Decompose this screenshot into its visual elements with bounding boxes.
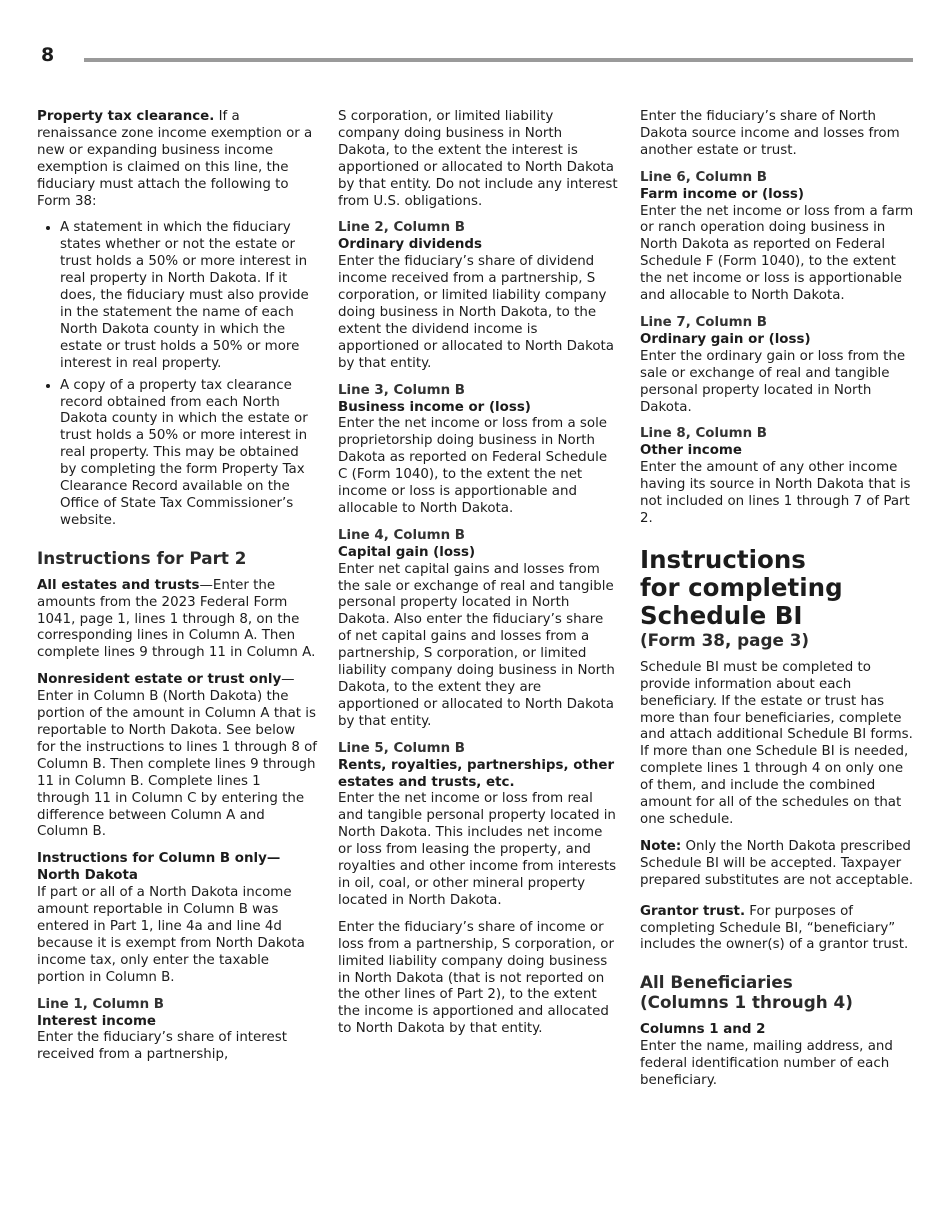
line6-heading: Line 6, Column B [640,169,767,185]
column-b-section [37,851,317,986]
all-estates-text: —Enter the amounts from the 2023 Federal Form 1041, page 1, lines 1 through 8, on the corresponding lines in Column A. Then complete lines 9 through 11 in Column A. [37,577,316,661]
grantor-text: For purposes of completing Schedule BI, “beneficiary” includes the owner(s) of a grantor trust. [640,903,909,953]
line4-heading: Line 4, Column B [338,527,465,543]
all-beneficiaries-heading-line-1: All Beneficiaries [640,972,793,993]
line5-subheading: Rents, royalties, partnerships, other estates and trusts, etc. [338,757,615,790]
line6-text: Enter the net income or loss from a farm or ranch operation doing business in North Dakota as reported on Federal Schedule F (Form 1040), to the extent the net income or loss is apportionable and allocable to North Dakota. [640,203,914,304]
note-paragraph [640,839,920,890]
list-item: • A copy of a property tax clearance record obtained from each North Dakota county in which the estate or trust holds a 50% or more interest in real property. This may be obtained by completing the form Property Tax Clearance Record available on the Office of State Tax Commissioner’s website. [60,378,317,530]
property-tax-list [37,220,317,529]
line2-heading: Line 2, Column B [338,220,465,236]
column-2 [338,109,618,1048]
line2-section [338,220,618,372]
line2-text: Enter the fiduciary’s share of dividend income received from a partnership, S corporation, or limited liability company doing business in North Dakota, to the extent the dividend income is apportioned or allocated to North Dakota by that entity. [338,254,615,371]
line8-heading: Line 8, Column B [640,426,767,442]
note-text: Only the North Dakota prescribed Schedule BI will be accepted. Taxpayer prepared substitutes are not acceptable. [640,838,914,888]
line8-text: Enter the amount of any other income having its source in North Dakota that is not included on lines 1 through 7 of Part 2. [640,460,911,526]
page-number: 8 [41,44,55,66]
column-b-text: If part or all of a North Dakota income amount reportable in Column B was entered in Part 1, line 4a and line 4d because it is exempt from North Dakota income tax, only enter the taxable portion in Column B. [37,885,305,985]
line1-text: Enter the fiduciary’s share of interest received from a partnership, [37,1030,287,1063]
line4-section [338,528,618,731]
schedule-bi-title [640,546,920,630]
nonresident-text: — Enter in Column B (North Dakota) the portion of the amount in Column A that is reportable to North Dakota. See below for the instructions to lines 1 through 8 of Column B. Then complete lines 9 through 11 in Column B. Complete lines 1 through 11 in Column C by entering the difference between Column A and Column B. [37,672,318,840]
line7-heading: Line 7, Column B [640,314,767,330]
schedule-bi-text: Schedule BI must be completed to provide information about each beneficiary. If the estate or trust has more than four beneficiaries, complete and attach additional Schedule BI forms. If more than one Schedule BI is needed, complete lines 1 through 4 on only one of them, and include the combined amount for all of the schedules on that one schedule. [640,659,913,827]
line4-subheading: Capital gain (loss) [338,544,476,560]
line1-section [37,997,317,1065]
property-tax-paragraph [37,109,317,210]
line6-subheading: Farm income or (loss) [640,186,805,202]
schedule-bi-title-line-2: for completing [640,572,843,602]
line1-heading: Line 1, Column B [37,996,164,1012]
line1-continued: S corporation, or limited liability company doing business in North Dakota, to the extent the interest is apportioned or allocated to North Dakota by that entity. Do not include any interest from U.S. obligations. [338,109,618,209]
line5-section [338,741,618,910]
line4-text: Enter net capital gains and losses from the sale or exchange of real and tangible personal property located in North Dakota. Also enter the fiduciary’s share of net capital gains and losses from a partnership, S corporation, or limited liability company doing business in North Dakota, to the extent they are apportioned or allocated to North Dakota by that entity. [338,561,615,729]
line8-section [640,426,920,527]
schedule-bi-subtitle: (Form 38, page 3) [640,629,810,650]
all-estates-title: All estates and trusts [37,577,200,593]
grantor-label: Grantor trust. [640,903,746,919]
line7-text: Enter the ordinary gain or loss from the sale or exchange of real and tangible personal property located in North Dakota. [640,348,906,415]
nonresident-title: Nonresident estate or trust only [37,672,282,688]
line3-heading: Line 3, Column B [338,382,465,398]
column-b-heading: Instructions for Column B only— North Dakota [37,851,281,884]
all-estates-paragraph [37,578,317,663]
column-1 [37,109,317,1074]
all-beneficiaries-heading-line-2: (Columns 1 through 4) [640,992,853,1013]
header-rule [84,58,913,62]
line6-section [640,170,920,305]
property-tax-title: Property tax clearance. [37,109,215,124]
line1-subheading: Interest income [37,1013,157,1029]
line5-text: Enter the net income or loss from real and tangible personal property located in North Dakota. This includes net income or loss from leasing the property, and royalties and other income from interests in oil, coal, or other mineral property located in North Dakota. [338,791,617,908]
columns-1-2-section [640,1022,920,1090]
schedule-bi-title-line-3: Schedule BI [640,600,803,630]
line2-subheading: Ordinary dividends [338,237,482,253]
part2-heading: Instructions for Part 2 [37,547,247,568]
line7-section [640,315,920,416]
all-beneficiaries-heading [640,972,920,1012]
property-tax-text: If a renaissance zone income exemption or a new or expanding business income exemption is claimed on this line, the fiduciary must attach the following to Form 38: [37,109,313,209]
line5-text-2: Enter the fiduciary’s share of income or loss from a partnership, S corporation, or limited liability company doing business in North Dakota (that is not reported on the other lines of Part 2), to the extent the income is apportioned and allocated to North Dakota by that entity. [338,919,614,1037]
line3-subheading: Business income or (loss) [338,399,531,415]
line5-continued: Enter the fiduciary’s share of North Dakota source income and losses from another estate or trust. [640,109,900,158]
note-label: Note: [640,838,682,854]
column-3 [640,109,920,1100]
line3-text: Enter the net income or loss from a sole proprietorship doing business in North Dakota as reported on Federal Schedule C (Form 1040), to the extent the net income or loss is apportionable and allocable to North Dakota. [338,416,608,516]
list-item: • A statement in which the fiduciary states whether or not the estate or trust holds a 50% or more interest in real property in North Dakota. If it does, the fiduciary must also provide in the statement the name of each North Dakota county in which the estate or trust holds a 50% or more interest in real property. [60,220,317,372]
columns-1-2-heading: Columns 1 and 2 [640,1022,766,1038]
nonresident-paragraph [37,672,317,841]
line5-heading: Line 5, Column B [338,740,465,756]
line3-section [338,383,618,518]
grantor-paragraph [640,904,920,955]
columns-1-2-text: Enter the name, mailing address, and federal identification number of each beneficiary. [640,1039,893,1089]
line7-subheading: Ordinary gain or (loss) [640,331,811,347]
schedule-bi-title-line-1: Instructions [640,544,806,574]
line8-subheading: Other income [640,443,742,459]
